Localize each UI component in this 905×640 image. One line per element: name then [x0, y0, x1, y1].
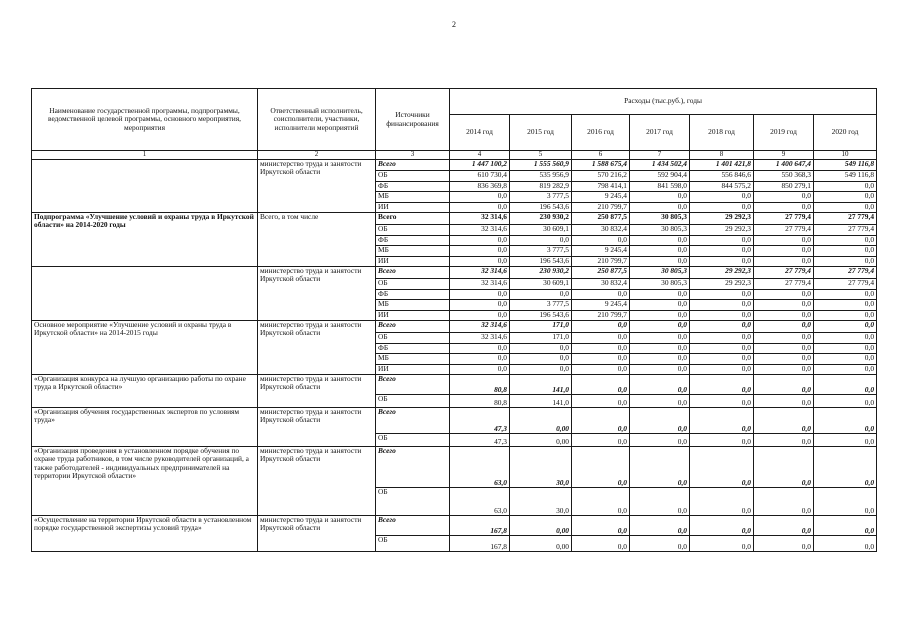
value-cell: 0,0 [450, 202, 510, 213]
value-cell: 30 832,4 [572, 279, 630, 290]
value-cell: 0,0 [572, 408, 630, 434]
value-cell: 0,0 [690, 354, 754, 365]
col-number: 8 [690, 151, 754, 160]
value-cell: 0,0 [572, 516, 630, 536]
table-row [32, 213, 877, 225]
value-cell: 1 401 421,8 [690, 160, 754, 171]
value-cell: 1 555 560,9 [510, 160, 572, 171]
value-cell: 0,0 [754, 488, 814, 516]
source-cell: Всего [376, 408, 450, 434]
value-cell: 3 777,5 [510, 246, 572, 257]
source-cell: ИИ [376, 256, 450, 267]
value-cell: 0,0 [690, 408, 754, 434]
value-cell: 27 779,4 [754, 267, 814, 279]
value-cell: 0,0 [572, 321, 630, 333]
value-cell: 0,0 [630, 395, 690, 408]
value-cell: 0,0 [754, 354, 814, 365]
value-cell: 0,0 [814, 434, 877, 447]
value-cell: 0,0 [450, 246, 510, 257]
value-cell: 0,0 [630, 310, 690, 321]
value-cell: 250 877,5 [572, 267, 630, 279]
value-cell: 30 805,3 [630, 267, 690, 279]
value-cell: 0,0 [690, 256, 754, 267]
value-cell: 0,0 [814, 447, 877, 488]
value-cell: 250 877,5 [572, 213, 630, 225]
source-cell: МБ [376, 300, 450, 311]
value-cell: 0,0 [630, 354, 690, 365]
source-cell: ОБ [376, 333, 450, 344]
value-cell: 0,0 [754, 516, 814, 536]
value-cell: 32 314,6 [450, 321, 510, 333]
value-cell: 0,0 [754, 375, 814, 395]
col-number: 10 [814, 151, 877, 160]
value-cell: 27 779,4 [814, 213, 877, 225]
value-cell: 798 414,1 [572, 181, 630, 192]
value-cell: 0,0 [450, 235, 510, 246]
value-cell: 47,3 [450, 408, 510, 434]
value-cell: 9 245,4 [572, 192, 630, 203]
value-cell: 29 292,3 [690, 225, 754, 236]
value-cell: 27 779,4 [814, 279, 877, 290]
col-number: 2 [258, 151, 376, 160]
value-cell: 0,0 [510, 235, 572, 246]
value-cell: 80,8 [450, 375, 510, 395]
value-cell: 0,0 [690, 364, 754, 375]
value-cell: 0,0 [630, 256, 690, 267]
value-cell: 0,0 [630, 375, 690, 395]
value-cell: 30 805,3 [630, 213, 690, 225]
value-cell: 0,0 [690, 488, 754, 516]
value-cell: 0,0 [572, 488, 630, 516]
header-executor: Ответственный исполнитель, соисполнители, участники, исполнители мероприятий [258, 89, 376, 151]
value-cell: 1 447 100,2 [450, 160, 510, 171]
value-cell: 0,0 [754, 235, 814, 246]
value-cell: 0,0 [630, 289, 690, 300]
source-cell: ИИ [376, 202, 450, 213]
header-year: 2019 год [754, 115, 814, 151]
value-cell: 32 314,6 [450, 267, 510, 279]
value-cell: 0,00 [510, 408, 572, 434]
value-cell: 0,0 [814, 289, 877, 300]
value-cell: 210 799,7 [572, 202, 630, 213]
value-cell: 0,0 [814, 488, 877, 516]
value-cell: 0,0 [630, 300, 690, 311]
value-cell: 0,0 [690, 333, 754, 344]
source-cell: Всего [376, 321, 450, 333]
program-name-cell: «Осуществление на территории Иркутской области в установленном порядке государственной экспертизы условий труда» [32, 516, 258, 552]
value-cell: 0,00 [510, 434, 572, 447]
col-number: 4 [450, 151, 510, 160]
source-cell: ФБ [376, 289, 450, 300]
value-cell: 0,0 [690, 395, 754, 408]
source-cell: Всего [376, 516, 450, 536]
header-source: Источники финансирования [376, 89, 450, 151]
col-number: 3 [376, 151, 450, 160]
table-row [32, 447, 877, 488]
value-cell: 210 799,7 [572, 256, 630, 267]
value-cell: 0,0 [814, 343, 877, 354]
value-cell: 570 216,2 [572, 171, 630, 182]
value-cell: 0,0 [754, 310, 814, 321]
value-cell: 30 609,1 [510, 279, 572, 290]
value-cell: 0,0 [754, 333, 814, 344]
value-cell: 30 805,3 [630, 279, 690, 290]
value-cell: 230 930,2 [510, 213, 572, 225]
value-cell: 0,0 [814, 300, 877, 311]
value-cell: 0,0 [754, 300, 814, 311]
source-cell: ОБ [376, 488, 450, 516]
value-cell: 0,0 [814, 235, 877, 246]
budget-table [31, 88, 877, 552]
value-cell: 0,0 [754, 395, 814, 408]
value-cell: 196 543,6 [510, 310, 572, 321]
value-cell: 0,0 [690, 516, 754, 536]
value-cell: 0,0 [754, 364, 814, 375]
value-cell: 171,0 [510, 333, 572, 344]
value-cell: 0,0 [754, 202, 814, 213]
header-year: 2016 год [572, 115, 630, 151]
value-cell: 0,0 [630, 343, 690, 354]
source-cell: Всего [376, 375, 450, 395]
value-cell: 0,0 [690, 300, 754, 311]
value-cell: 32 314,6 [450, 213, 510, 225]
value-cell: 0,0 [450, 289, 510, 300]
executor-cell: Всего, в том числе [258, 213, 376, 267]
value-cell: 556 846,6 [690, 171, 754, 182]
value-cell: 0,0 [690, 235, 754, 246]
value-cell: 0,0 [510, 354, 572, 365]
value-cell: 0,0 [754, 343, 814, 354]
value-cell: 141,0 [510, 375, 572, 395]
value-cell: 549 116,8 [814, 171, 877, 182]
value-cell: 0,0 [572, 536, 630, 552]
value-cell: 0,0 [630, 434, 690, 447]
value-cell: 27 779,4 [754, 213, 814, 225]
value-cell: 0,0 [690, 192, 754, 203]
value-cell: 0,0 [510, 364, 572, 375]
value-cell: 9 245,4 [572, 300, 630, 311]
value-cell: 27 779,4 [814, 267, 877, 279]
value-cell: 0,0 [814, 181, 877, 192]
source-cell: ФБ [376, 343, 450, 354]
value-cell: 29 292,3 [690, 213, 754, 225]
executor-cell: министерство труда и занятости Иркутской области [258, 160, 376, 213]
value-cell: 0,0 [690, 447, 754, 488]
value-cell: 0,0 [814, 408, 877, 434]
value-cell: 0,0 [572, 354, 630, 365]
value-cell: 30 832,4 [572, 225, 630, 236]
header-name: Наименование государственной программы, подпрограммы, ведомственной целевой программы, основного мероприятия, мероприятия [32, 89, 258, 151]
value-cell: 836 369,8 [450, 181, 510, 192]
value-cell: 63,0 [450, 488, 510, 516]
executor-cell: министерство труда и занятости Иркутской области [258, 267, 376, 321]
value-cell: 0,0 [754, 447, 814, 488]
value-cell: 0,0 [754, 408, 814, 434]
value-cell: 0,0 [690, 434, 754, 447]
value-cell: 0,0 [690, 536, 754, 552]
value-cell: 0,0 [754, 289, 814, 300]
program-name-cell: Подпрограмма «Улучшение условий и охраны труда в Иркутской области» на 2014-2020 годы [32, 213, 258, 267]
value-cell: 0,0 [814, 192, 877, 203]
page-number: 2 [452, 20, 456, 29]
value-cell: 0,0 [630, 536, 690, 552]
value-cell: 0,0 [814, 375, 877, 395]
header-year: 2020 год [814, 115, 877, 151]
source-cell: ОБ [376, 225, 450, 236]
table-row [32, 160, 877, 171]
value-cell: 0,0 [450, 343, 510, 354]
value-cell: 0,0 [814, 536, 877, 552]
value-cell: 0,0 [572, 447, 630, 488]
value-cell: 0,0 [690, 375, 754, 395]
program-name-cell: Основное мероприятие «Улучшение условий и охраны труда в Иркутской области» на 2014-2015 годы [32, 321, 258, 375]
header-year: 2015 год [510, 115, 572, 151]
source-cell: ИИ [376, 364, 450, 375]
source-cell: Всего [376, 160, 450, 171]
value-cell: 0,0 [572, 289, 630, 300]
value-cell: 196 543,6 [510, 256, 572, 267]
value-cell: 27 779,4 [754, 225, 814, 236]
value-cell: 29 292,3 [690, 267, 754, 279]
executor-cell: министерство труда и занятости Иркутской области [258, 321, 376, 375]
value-cell: 0,0 [814, 333, 877, 344]
value-cell: 0,0 [572, 395, 630, 408]
program-name-cell [32, 160, 258, 213]
value-cell: 30 609,1 [510, 225, 572, 236]
value-cell: 0,0 [814, 256, 877, 267]
program-name-cell: «Организация проведения в установленном порядке обучения по охране труда работников, в том числе руководителей организаций, а также работодателей - индивидуальных предпринимателей на территории Иркутской области» [32, 447, 258, 516]
col-number: 6 [572, 151, 630, 160]
program-name-cell: «Организация обучения государственных экспертов по условиям труда» [32, 408, 258, 447]
value-cell: 0,0 [690, 246, 754, 257]
table-row [32, 267, 877, 279]
executor-cell: министерство труда и занятости Иркутской области [258, 408, 376, 447]
table-row [32, 408, 877, 434]
value-cell: 0,0 [630, 192, 690, 203]
value-cell: 0,0 [754, 321, 814, 333]
value-cell: 171,0 [510, 321, 572, 333]
value-cell: 0,0 [572, 235, 630, 246]
table-row [32, 516, 877, 536]
table-row [32, 375, 877, 395]
value-cell: 0,0 [450, 192, 510, 203]
value-cell: 550 368,3 [754, 171, 814, 182]
source-cell: ИИ [376, 310, 450, 321]
value-cell: 0,0 [572, 364, 630, 375]
value-cell: 0,0 [572, 434, 630, 447]
value-cell: 0,0 [690, 289, 754, 300]
source-cell: ОБ [376, 171, 450, 182]
value-cell: 29 292,3 [690, 279, 754, 290]
value-cell: 850 279,1 [754, 181, 814, 192]
value-cell: 0,0 [690, 343, 754, 354]
value-cell: 0,0 [630, 235, 690, 246]
value-cell: 0,0 [450, 354, 510, 365]
source-cell: ФБ [376, 235, 450, 246]
value-cell: 610 730,4 [450, 171, 510, 182]
value-cell: 592 904,4 [630, 171, 690, 182]
source-cell: Всего [376, 267, 450, 279]
executor-cell: министерство труда и занятости Иркутской области [258, 516, 376, 552]
value-cell: 0,0 [814, 246, 877, 257]
value-cell: 0,0 [814, 202, 877, 213]
value-cell: 0,0 [630, 516, 690, 536]
value-cell: 841 598,0 [630, 181, 690, 192]
source-cell: ОБ [376, 279, 450, 290]
source-cell: Всего [376, 213, 450, 225]
value-cell: 0,0 [754, 536, 814, 552]
value-cell: 0,0 [572, 333, 630, 344]
value-cell: 141,0 [510, 395, 572, 408]
value-cell: 63,0 [450, 447, 510, 488]
value-cell: 0,00 [510, 516, 572, 536]
value-cell: 0,0 [630, 447, 690, 488]
value-cell: 0,0 [630, 408, 690, 434]
value-cell: 0,0 [754, 256, 814, 267]
value-cell: 0,0 [450, 364, 510, 375]
header-year: 2017 год [630, 115, 690, 151]
value-cell: 535 956,9 [510, 171, 572, 182]
value-cell: 0,0 [572, 375, 630, 395]
value-cell: 0,0 [754, 192, 814, 203]
source-cell: ОБ [376, 536, 450, 552]
value-cell: 30,0 [510, 488, 572, 516]
value-cell: 3 777,5 [510, 300, 572, 311]
value-cell: 27 779,4 [754, 279, 814, 290]
value-cell: 0,0 [630, 202, 690, 213]
value-cell: 0,0 [630, 333, 690, 344]
value-cell: 3 777,5 [510, 192, 572, 203]
value-cell: 0,00 [510, 536, 572, 552]
value-cell: 549 116,8 [814, 160, 877, 171]
executor-cell: министерство труда и занятости Иркутской области [258, 447, 376, 516]
program-name-cell [32, 267, 258, 321]
col-number: 5 [510, 151, 572, 160]
value-cell: 0,0 [450, 310, 510, 321]
value-cell: 167,8 [450, 536, 510, 552]
col-number: 9 [754, 151, 814, 160]
value-cell: 47,3 [450, 434, 510, 447]
value-cell: 0,0 [690, 321, 754, 333]
value-cell: 0,0 [814, 354, 877, 365]
program-name-cell: «Организация конкурса на лучшую организацию работы по охране труда в Иркутской области» [32, 375, 258, 408]
value-cell: 9 245,4 [572, 246, 630, 257]
value-cell: 30,0 [510, 447, 572, 488]
value-cell: 0,0 [450, 300, 510, 311]
value-cell: 0,0 [630, 321, 690, 333]
value-cell: 0,0 [754, 434, 814, 447]
executor-cell: министерство труда и занятости Иркутской области [258, 375, 376, 408]
source-cell: ОБ [376, 434, 450, 447]
col-number: 1 [32, 151, 258, 160]
source-cell: МБ [376, 354, 450, 365]
header-year: 2018 год [690, 115, 754, 151]
value-cell: 32 314,6 [450, 333, 510, 344]
value-cell: 80,8 [450, 395, 510, 408]
source-cell: МБ [376, 246, 450, 257]
header-year: 2014 год [450, 115, 510, 151]
value-cell: 0,0 [630, 488, 690, 516]
value-cell: 32 314,6 [450, 279, 510, 290]
source-cell: Всего [376, 447, 450, 488]
value-cell: 0,0 [814, 516, 877, 536]
value-cell: 0,0 [450, 256, 510, 267]
value-cell: 0,0 [630, 364, 690, 375]
value-cell: 0,0 [630, 246, 690, 257]
col-number: 7 [630, 151, 690, 160]
value-cell: 0,0 [814, 321, 877, 333]
value-cell: 0,0 [510, 289, 572, 300]
value-cell: 844 575,2 [690, 181, 754, 192]
header-expenses: Расходы (тыс.руб.), годы [450, 89, 877, 115]
value-cell: 0,0 [510, 343, 572, 354]
table-row [32, 321, 877, 333]
value-cell: 819 282,9 [510, 181, 572, 192]
value-cell: 230 930,2 [510, 267, 572, 279]
value-cell: 27 779,4 [814, 225, 877, 236]
value-cell: 1 588 675,4 [572, 160, 630, 171]
source-cell: ФБ [376, 181, 450, 192]
value-cell: 32 314,6 [450, 225, 510, 236]
value-cell: 0,0 [690, 202, 754, 213]
source-cell: МБ [376, 192, 450, 203]
value-cell: 0,0 [690, 310, 754, 321]
value-cell: 0,0 [814, 310, 877, 321]
table-body [32, 160, 877, 552]
value-cell: 0,0 [754, 246, 814, 257]
value-cell: 1 434 502,4 [630, 160, 690, 171]
value-cell: 167,8 [450, 516, 510, 536]
source-cell: ОБ [376, 395, 450, 408]
value-cell: 1 400 647,4 [754, 160, 814, 171]
value-cell: 210 799,7 [572, 310, 630, 321]
value-cell: 0,0 [572, 343, 630, 354]
value-cell: 0,0 [814, 395, 877, 408]
value-cell: 0,0 [814, 364, 877, 375]
value-cell: 30 805,3 [630, 225, 690, 236]
value-cell: 196 543,6 [510, 202, 572, 213]
